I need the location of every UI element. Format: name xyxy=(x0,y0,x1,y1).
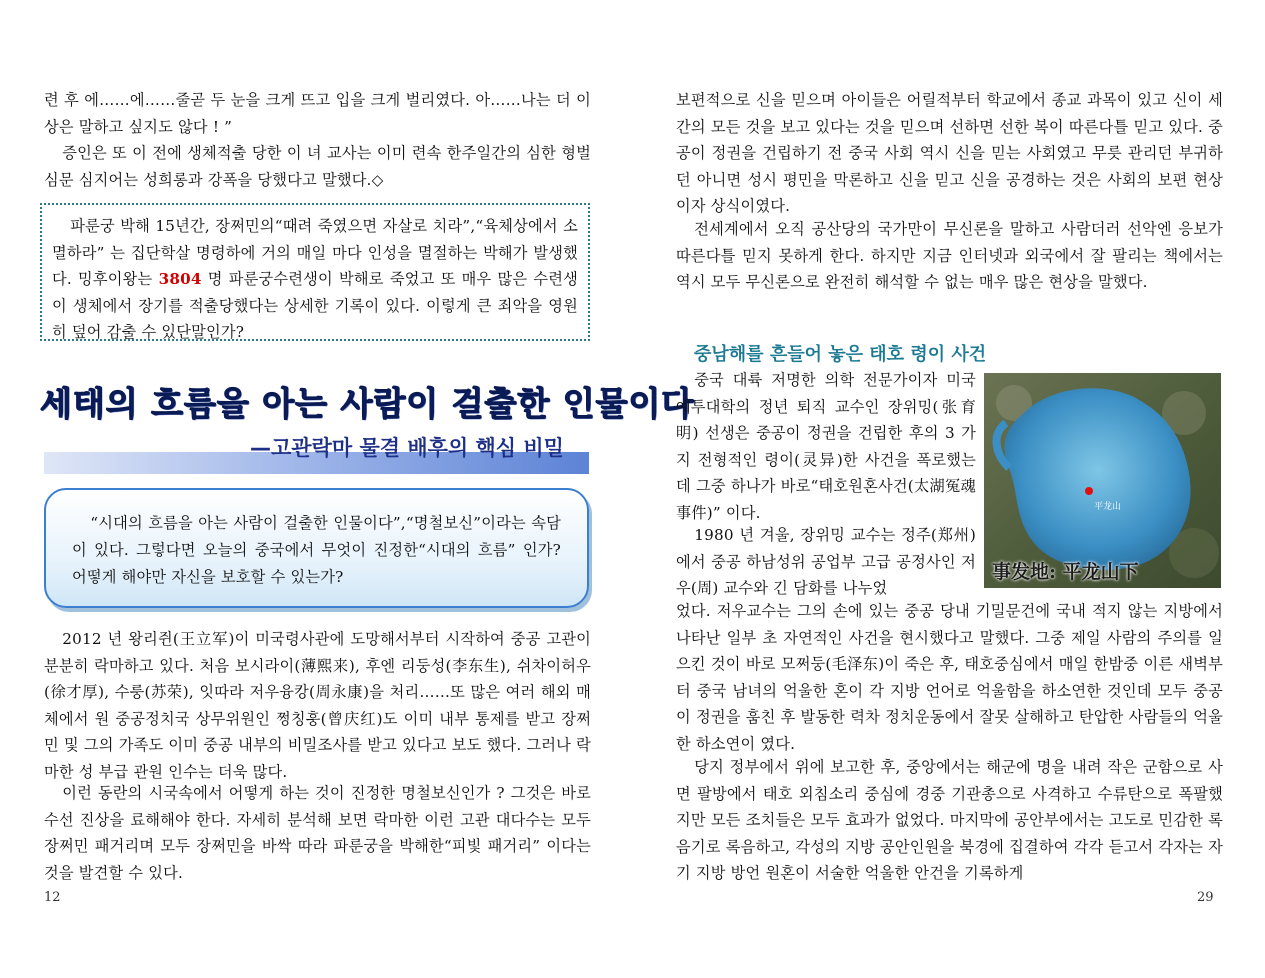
proverb-box xyxy=(44,488,589,608)
taihu-meeting-paragraph: 1980 년 겨울, 장위밍 교수는 정주(郑州)에서 중공 하남성위 공업부 고급 공정사인 저우(周) 교수와 긴 담화를 나누었 xyxy=(676,526,976,597)
right-page xyxy=(632,0,1265,978)
intro-paragraph: 련 후 에……에……줄곧 두 눈을 크게 뜨고 입을 크게 벌리였다. 아……나는 더 이상은 말하고 싶지도 않다 ! ” xyxy=(44,91,591,136)
navy-paragraph: 당지 정부에서 위에 보고한 후, 중앙에서는 해군에 명을 내려 작은 군함으로 사면 팔방에서 태호 외침소리 중심에 경중 기관총으로 사격하고 수류탄으로 폭팔했지만 모든 조치들은 모두 효과가 없었다. 마지막에 공안부에서는 고도로 민감한 록음기로 록음하고, 각성의 지방 공안인원을 북경에 집결하여 각각 듣고서 각자는 자기 지방 방언 원혼이 서술한 억울한 안건을 기록하게 xyxy=(676,758,1223,882)
note-text-before: 파룬궁 박해 15년간, 장쩌민의“때려 죽였으면 자살로 치라”,“육체상에서 소멸하라” 는 집단학살 명령하에 거의 매일 마다 인성을 멸절하는 박해가 발생했다. 밍후이왕는 xyxy=(52,217,578,288)
marker-label: 平龙山 xyxy=(1094,502,1122,512)
taihu-intro-paragraph: 중국 대륙 저명한 의학 전문가이자 미국 예투대학의 정년 퇴직 교수인 장위밍(张育明) 선생은 중공이 정권을 건립한 후의 3 가지 전형적인 령이(灵异)한 사건을 폭로했는데 그중 하나가 바로“태호원혼사건(太湖冤魂事件)” 이다. xyxy=(676,371,976,522)
persecution-note-text xyxy=(52,213,578,346)
proverb-text: “시대의 흐름을 아는 사람이 걸출한 인물이다”,“명철보신”이라는 속담이 있다. 그렇다면 오늘의 중국에서 무엇이 진정한“시대의 흐름” 인가? 어떻게 해야만 자신을 보호할 수 있는가? xyxy=(72,514,561,586)
article-title: 세태의 흐름을 아는 사람이 걸출한 인물이다 xyxy=(40,384,695,423)
note-text-after: 명 파룬궁수련생이 박해로 죽었고 또 매우 많은 수련생이 생체에서 장기를 적출당했다는 상세한 기록이 있다. 이렇게 큰 죄악을 영원히 덮어 감출 수 있단말인가? xyxy=(52,270,579,341)
page-number-right: 29 xyxy=(1197,890,1214,905)
article-subtitle: —고관락마 물결 배후의 핵심 비밀 xyxy=(250,436,564,460)
atheism-paragraph: 전세계에서 오직 공산당의 국가만이 무신론을 말하고 사람더러 선악엔 응보가 따른다틀 믿지 못하게 한다. 하지만 지금 인터넷과 외국에서 잘 팔리는 책에서는 역시 모두 무신론으로 완전히 해석할 수 없는 매우 많은 현상을 말했다. xyxy=(676,220,1223,291)
belief-paragraph: 보편적으로 신을 믿으며 아이들은 어릴적부터 학교에서 종교 과목이 있고 신이 세간의 모든 것을 보고 있다는 것을 믿으며 선하면 선한 복이 따른다틀 믿고 있다. 중공이 정권을 건립하기 전 중국 사회 역시 신을 믿는 사회였고 무릇 관리던 부귀하던 아니면 성시 평민을 막론하고 신을 믿고 신을 공경하는 것은 사회의 보편 현상이자 상식이였다. xyxy=(676,91,1223,215)
photo-caption: 事发地: 平龙山下 xyxy=(992,561,1139,583)
wisdom-paragraph: 이런 동란의 시국속에서 어떻게 하는 것이 진정한 명철보신인가 ? 그것은 바로 수선 진상을 료해해야 한다. 자세히 분석해 보면 락마한 이런 고관 대다수는 모두 장쩌민 패거리며 모두 장쩌민을 바싹 따라 파룬궁을 박해한“피빛 패거리” 이다는 것을 발견할 수 있다. xyxy=(44,784,591,882)
officials-paragraph: 2012 년 왕리쥔(王立军)이 미국령사관에 도망해서부터 시작하여 중공 고관이 분분히 락마하고 있다. 처음 보시라이(薄熙来), 후엔 리둥성(李东生), 쉬차이허우(徐才厚), 수룽(苏荣), 잇따라 저우융캉(周永康)을 처리……또 많은 여러 해외 매체에서 원 중공정치국 상무위원인 쩡칭훙(曾庆红)도 이미 내부 통제를 받고 장쩌민 및 그의 가족도 이미 중공 내부의 비밀조사를 받고 있다고 보도 했다. 그러나 락마한 성 부급 관원 인수는 더욱 많다. xyxy=(44,630,591,781)
satellite-image xyxy=(984,373,1221,588)
page-number-left: 12 xyxy=(44,890,61,905)
witness-paragraph: 증인은 또 이 전에 생체적출 당한 이 녀 교사는 이미 련속 한주일간의 심한 형벌 심문 심지어는 성희롱과 강폭을 당했다고 말했다.◇ xyxy=(44,144,591,189)
death-count-number: 3804 xyxy=(158,270,202,288)
section-heading: 중남해를 흔들어 놓은 태호 령이 사건 xyxy=(694,344,987,365)
taihu-satellite-photo xyxy=(984,373,1221,588)
secret-document-paragraph: 었다. 저우교수는 그의 손에 있는 중공 당내 기밀문건에 국내 적지 않는 지방에서 나타난 일부 초 자연적인 사건을 현시했다고 말했다. 그중 제일 사람의 주의를 일으킨 것이 바로 모쩌둥(毛泽东)이 죽은 후, 태호중심에서 매일 한밤중 이른 새벽부터 중국 남녀의 억울한 혼이 각 지방 언어로 억울함을 하소연한 것인데 모두 중공이 정권을 훔친 후 발동한 력차 정치운동에서 잘못 살해하고 탄압한 사람들의 억울한 하소연이 였다. xyxy=(676,602,1223,753)
persecution-note-box xyxy=(40,203,590,341)
incident-marker xyxy=(1085,487,1093,495)
